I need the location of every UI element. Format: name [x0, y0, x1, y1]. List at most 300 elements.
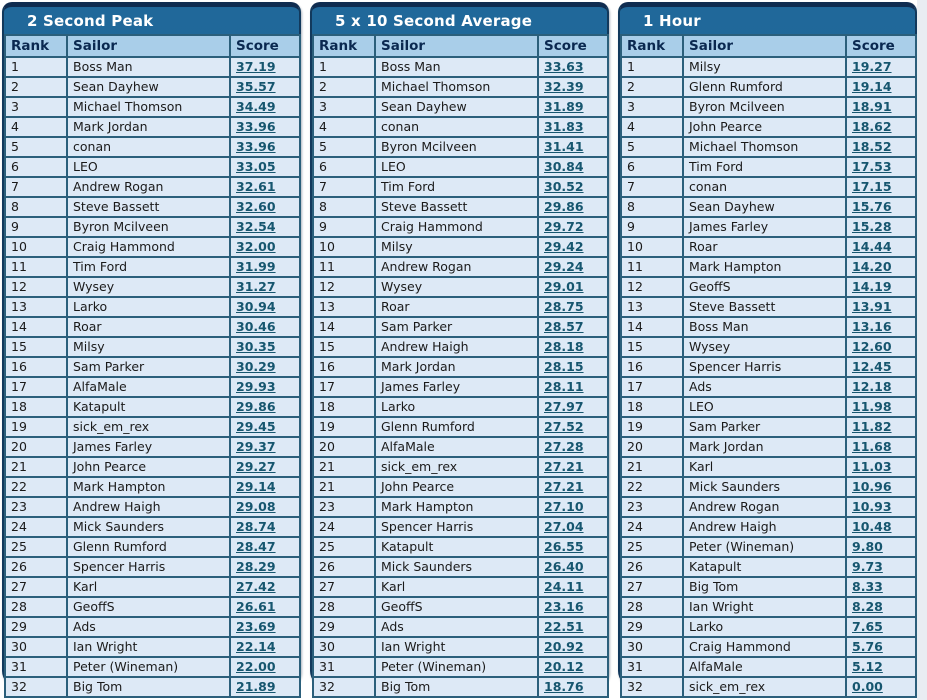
rank-cell: 8: [621, 197, 683, 217]
score-link[interactable]: 18.62: [852, 119, 892, 134]
rank-cell: 15: [621, 337, 683, 357]
table-row: [621, 97, 916, 117]
score-link[interactable]: 22.14: [236, 639, 276, 654]
rank-cell: 12: [313, 277, 375, 297]
sailor-cell: conan: [375, 117, 538, 137]
sailor-cell: sick_em_rex: [375, 457, 538, 477]
score-link[interactable]: 33.96: [236, 139, 276, 154]
score-link[interactable]: 29.08: [236, 499, 276, 514]
score-link[interactable]: 11.82: [852, 419, 892, 434]
sailor-cell: Boss Man: [683, 317, 846, 337]
rank-cell: 32: [621, 677, 683, 697]
table-row: [621, 357, 916, 377]
table-row: [313, 437, 608, 457]
score-link[interactable]: 28.11: [544, 379, 584, 394]
score-cell: [230, 297, 300, 317]
sailor-cell: Boss Man: [375, 57, 538, 77]
score-cell: [230, 657, 300, 677]
table-row: [621, 437, 916, 457]
sailor-cell: Ian Wright: [683, 597, 846, 617]
table-row: [621, 297, 916, 317]
score-link[interactable]: 31.27: [236, 279, 276, 294]
score-link[interactable]: 28.15: [544, 359, 584, 374]
rank-column-header: Rank: [5, 35, 67, 57]
rank-cell: 20: [621, 437, 683, 457]
header-row: [313, 35, 608, 57]
table-row: [621, 457, 916, 477]
score-link[interactable]: 10.93: [852, 499, 892, 514]
table-row: [313, 77, 608, 97]
sailor-cell: sick_em_rex: [67, 417, 230, 437]
score-column-header: Score: [538, 35, 608, 57]
score-link[interactable]: 27.52: [544, 419, 584, 434]
score-cell: [538, 257, 608, 277]
score-link[interactable]: 9.80: [852, 539, 883, 554]
score-link[interactable]: 19.14: [852, 79, 892, 94]
table-row: [313, 137, 608, 157]
score-link[interactable]: 7.65: [852, 619, 883, 634]
rank-cell: 9: [5, 217, 67, 237]
score-link[interactable]: 32.39: [544, 79, 584, 94]
score-link[interactable]: 29.14: [236, 479, 276, 494]
score-cell: [538, 277, 608, 297]
sailor-cell: James Farley: [67, 437, 230, 457]
score-link[interactable]: 29.72: [544, 219, 584, 234]
rank-cell: 17: [313, 377, 375, 397]
sailor-cell: Peter (Wineman): [375, 657, 538, 677]
score-cell: [846, 297, 916, 317]
score-link[interactable]: 21.89: [236, 679, 276, 694]
panel-title: 2 Second Peak: [27, 12, 154, 30]
score-link[interactable]: 11.98: [852, 399, 892, 414]
rank-cell: 21: [621, 457, 683, 477]
rank-cell: 22: [5, 477, 67, 497]
rank-cell: 14: [5, 317, 67, 337]
score-link[interactable]: 29.24: [544, 259, 584, 274]
sailor-cell: Glenn Rumford: [375, 417, 538, 437]
score-cell: [538, 617, 608, 637]
score-cell: [538, 97, 608, 117]
table-row: [621, 137, 916, 157]
score-link[interactable]: 11.68: [852, 439, 892, 454]
score-link[interactable]: 28.47: [236, 539, 276, 554]
rank-cell: 10: [621, 237, 683, 257]
score-link[interactable]: 28.29: [236, 559, 276, 574]
table-row: [621, 577, 916, 597]
score-cell: [846, 137, 916, 157]
score-link[interactable]: 14.20: [852, 259, 892, 274]
score-column-header: Score: [230, 35, 300, 57]
sailor-cell: John Pearce: [67, 457, 230, 477]
table-row: [5, 617, 300, 637]
score-link[interactable]: 13.91: [852, 299, 892, 314]
table-row: [5, 637, 300, 657]
score-link[interactable]: 5.76: [852, 639, 883, 654]
rank-cell: 17: [5, 377, 67, 397]
sailor-cell: Sean Dayhew: [683, 197, 846, 217]
score-link[interactable]: 34.49: [236, 99, 276, 114]
sailor-cell: GeoffS: [683, 277, 846, 297]
score-cell: [538, 657, 608, 677]
score-cell: [538, 377, 608, 397]
sailor-cell: Craig Hammond: [375, 217, 538, 237]
sailor-cell: John Pearce: [375, 477, 538, 497]
score-cell: [230, 637, 300, 657]
score-link[interactable]: 5.12: [852, 659, 883, 674]
score-cell: [846, 277, 916, 297]
sailor-cell: Mark Hampton: [375, 497, 538, 517]
rank-cell: 23: [313, 497, 375, 517]
score-link[interactable]: 28.18: [544, 339, 584, 354]
sailor-cell: Big Tom: [375, 677, 538, 697]
score-cell: [846, 257, 916, 277]
rank-cell: 8: [313, 197, 375, 217]
sailor-cell: AlfaMale: [67, 377, 230, 397]
rank-cell: 6: [5, 157, 67, 177]
score-link[interactable]: 10.96: [852, 479, 892, 494]
panel-title: 5 x 10 Second Average: [335, 12, 533, 30]
score-link[interactable]: 31.89: [544, 99, 584, 114]
table-row: [313, 517, 608, 537]
sailor-cell: Milsy: [67, 337, 230, 357]
table-row: [5, 57, 300, 77]
score-link[interactable]: 32.61: [236, 179, 276, 194]
sailor-cell: James Farley: [683, 217, 846, 237]
header-row: [5, 35, 300, 57]
score-cell: [846, 197, 916, 217]
score-link[interactable]: 29.86: [236, 399, 276, 414]
rank-cell: 5: [5, 137, 67, 157]
rank-cell: 25: [5, 537, 67, 557]
table-row: [5, 157, 300, 177]
score-link[interactable]: 22.00: [236, 659, 276, 674]
score-cell: [846, 157, 916, 177]
score-link[interactable]: 37.19: [236, 59, 276, 74]
score-cell: [846, 497, 916, 517]
score-link[interactable]: 10.48: [852, 519, 892, 534]
table-row: [313, 217, 608, 237]
rank-cell: 9: [313, 217, 375, 237]
table-row: [621, 57, 916, 77]
score-link[interactable]: 27.28: [544, 439, 584, 454]
table-row: [5, 97, 300, 117]
table-row: [5, 197, 300, 217]
score-cell: [538, 477, 608, 497]
sailor-cell: Sean Dayhew: [375, 97, 538, 117]
score-link[interactable]: 30.35: [236, 339, 276, 354]
table-row: [313, 377, 608, 397]
score-link[interactable]: 29.93: [236, 379, 276, 394]
sailor-cell: Larko: [683, 617, 846, 637]
rank-cell: 13: [5, 297, 67, 317]
score-link[interactable]: 11.03: [852, 459, 892, 474]
score-link[interactable]: 8.33: [852, 579, 883, 594]
table-row: [313, 357, 608, 377]
sailor-column-header: Sailor: [67, 35, 230, 57]
score-cell: [230, 437, 300, 457]
score-link[interactable]: 28.57: [544, 319, 584, 334]
score-link[interactable]: 13.16: [852, 319, 892, 334]
score-link[interactable]: 29.42: [544, 239, 584, 254]
score-link[interactable]: 12.18: [852, 379, 892, 394]
score-cell: [230, 117, 300, 137]
score-link[interactable]: 26.61: [236, 599, 276, 614]
score-cell: [538, 577, 608, 597]
score-link[interactable]: 33.63: [544, 59, 584, 74]
score-cell: [538, 57, 608, 77]
score-link[interactable]: 33.05: [236, 159, 276, 174]
score-link[interactable]: 17.15: [852, 179, 892, 194]
score-cell: [538, 417, 608, 437]
score-link[interactable]: 12.60: [852, 339, 892, 354]
score-link[interactable]: 27.42: [236, 579, 276, 594]
score-cell: [538, 337, 608, 357]
score-link[interactable]: 20.92: [544, 639, 584, 654]
rank-cell: 32: [5, 677, 67, 697]
score-link[interactable]: 29.37: [236, 439, 276, 454]
sailor-column-header: Sailor: [683, 35, 846, 57]
rank-cell: 28: [5, 597, 67, 617]
sailor-cell: Spencer Harris: [375, 517, 538, 537]
sailor-cell: Andrew Rogan: [375, 257, 538, 277]
score-link[interactable]: 8.28: [852, 599, 883, 614]
score-link[interactable]: 31.41: [544, 139, 584, 154]
sailor-cell: Tim Ford: [683, 157, 846, 177]
table-row: [313, 617, 608, 637]
rank-cell: 15: [5, 337, 67, 357]
table-row: [313, 317, 608, 337]
rank-cell: 6: [621, 157, 683, 177]
score-link[interactable]: 31.83: [544, 119, 584, 134]
panel-2-second-peak: [2, 2, 301, 694]
score-link[interactable]: 15.28: [852, 219, 892, 234]
table-row: [5, 497, 300, 517]
rank-cell: 27: [313, 577, 375, 597]
table-row: [313, 197, 608, 217]
sailor-cell: Byron Mcilveen: [67, 217, 230, 237]
sailor-cell: Craig Hammond: [683, 637, 846, 657]
sailor-cell: Wysey: [375, 277, 538, 297]
score-link[interactable]: 28.74: [236, 519, 276, 534]
score-link[interactable]: 33.96: [236, 119, 276, 134]
rank-cell: 29: [5, 617, 67, 637]
score-link[interactable]: 14.19: [852, 279, 892, 294]
rank-cell: 16: [5, 357, 67, 377]
score-link[interactable]: 26.40: [544, 559, 584, 574]
sailor-cell: Mick Saunders: [67, 517, 230, 537]
score-link[interactable]: 27.97: [544, 399, 584, 414]
sailor-cell: Byron Mcilveen: [375, 137, 538, 157]
table-row: [313, 457, 608, 477]
table-row: [621, 417, 916, 437]
score-link[interactable]: 14.44: [852, 239, 892, 254]
score-cell: [538, 457, 608, 477]
table-row: [621, 617, 916, 637]
rank-cell: 18: [313, 397, 375, 417]
score-cell: [846, 657, 916, 677]
sailor-cell: Big Tom: [67, 677, 230, 697]
rank-cell: 2: [313, 77, 375, 97]
score-link[interactable]: 32.00: [236, 239, 276, 254]
sailor-cell: conan: [683, 177, 846, 197]
table-row: [313, 497, 608, 517]
sailor-cell: LEO: [67, 157, 230, 177]
score-cell: [230, 57, 300, 77]
table-row: [621, 197, 916, 217]
score-link[interactable]: 26.55: [544, 539, 584, 554]
score-link[interactable]: 18.52: [852, 139, 892, 154]
score-link[interactable]: 22.51: [544, 619, 584, 634]
score-link[interactable]: 20.12: [544, 659, 584, 674]
score-link[interactable]: 19.27: [852, 59, 892, 74]
score-link[interactable]: 35.57: [236, 79, 276, 94]
score-cell: [846, 537, 916, 557]
table-row: [5, 237, 300, 257]
score-link[interactable]: 23.69: [236, 619, 276, 634]
rank-cell: 19: [5, 417, 67, 437]
rank-cell: 27: [5, 577, 67, 597]
rank-cell: 30: [621, 637, 683, 657]
score-link[interactable]: 15.76: [852, 199, 892, 214]
table-row: [313, 117, 608, 137]
score-link[interactable]: 12.45: [852, 359, 892, 374]
leaderboard-table: [312, 34, 609, 698]
table-row: [5, 677, 300, 697]
table-row: [621, 677, 916, 697]
sailor-cell: Ian Wright: [67, 637, 230, 657]
score-cell: [846, 617, 916, 637]
sailor-cell: Mark Jordan: [67, 117, 230, 137]
rank-cell: 31: [313, 657, 375, 677]
rank-cell: 24: [313, 517, 375, 537]
table-row: [5, 397, 300, 417]
table-row: [621, 537, 916, 557]
score-link[interactable]: 18.91: [852, 99, 892, 114]
score-link[interactable]: 30.46: [236, 319, 276, 334]
score-link[interactable]: 30.29: [236, 359, 276, 374]
rank-cell: 4: [313, 117, 375, 137]
score-cell: [230, 597, 300, 617]
score-cell: [230, 517, 300, 537]
table-row: [5, 297, 300, 317]
score-cell: [538, 557, 608, 577]
rank-cell: 12: [5, 277, 67, 297]
sailor-cell: Mark Jordan: [683, 437, 846, 457]
score-link[interactable]: 27.21: [544, 459, 584, 474]
score-link[interactable]: 0.00: [852, 679, 883, 694]
score-cell: [230, 397, 300, 417]
table-row: [621, 337, 916, 357]
sailor-cell: John Pearce: [683, 117, 846, 137]
rank-cell: 21: [313, 457, 375, 477]
score-link[interactable]: 30.94: [236, 299, 276, 314]
score-link[interactable]: 32.60: [236, 199, 276, 214]
score-cell: [846, 677, 916, 697]
table-row: [621, 377, 916, 397]
score-link[interactable]: 27.10: [544, 499, 584, 514]
score-link[interactable]: 32.54: [236, 219, 276, 234]
table-row: [621, 517, 916, 537]
score-link[interactable]: 18.76: [544, 679, 584, 694]
rank-cell: 17: [621, 377, 683, 397]
sailor-cell: Michael Thomson: [683, 137, 846, 157]
table-row: [5, 517, 300, 537]
rank-cell: 5: [313, 137, 375, 157]
score-cell: [846, 437, 916, 457]
score-link[interactable]: 30.84: [544, 159, 584, 174]
table-row: [313, 57, 608, 77]
sailor-cell: conan: [67, 137, 230, 157]
score-cell: [230, 277, 300, 297]
score-link[interactable]: 29.45: [236, 419, 276, 434]
table-row: [313, 637, 608, 657]
table-row: [621, 277, 916, 297]
table-row: [621, 497, 916, 517]
rank-cell: 28: [313, 597, 375, 617]
score-cell: [538, 637, 608, 657]
table-row: [5, 117, 300, 137]
score-link[interactable]: 29.86: [544, 199, 584, 214]
score-link[interactable]: 30.52: [544, 179, 584, 194]
rank-cell: 11: [5, 257, 67, 277]
score-cell: [538, 237, 608, 257]
sailor-cell: Karl: [67, 577, 230, 597]
rank-cell: 2: [621, 77, 683, 97]
table-row: [313, 677, 608, 697]
score-link[interactable]: 9.73: [852, 559, 883, 574]
score-link[interactable]: 27.04: [544, 519, 584, 534]
sailor-cell: Milsy: [375, 237, 538, 257]
sailor-column-header: Sailor: [375, 35, 538, 57]
table-row: [5, 457, 300, 477]
score-cell: [538, 177, 608, 197]
table-row: [5, 657, 300, 677]
rank-cell: 25: [621, 537, 683, 557]
score-link[interactable]: 27.21: [544, 479, 584, 494]
table-row: [5, 357, 300, 377]
sailor-cell: Karl: [683, 457, 846, 477]
sailor-cell: GeoffS: [375, 597, 538, 617]
score-cell: [230, 557, 300, 577]
score-cell: [846, 417, 916, 437]
score-link[interactable]: 28.75: [544, 299, 584, 314]
sailor-cell: Spencer Harris: [67, 557, 230, 577]
score-link[interactable]: 29.01: [544, 279, 584, 294]
score-cell: [230, 217, 300, 237]
sailor-cell: Roar: [683, 237, 846, 257]
score-link[interactable]: 24.11: [544, 579, 584, 594]
table-row: [5, 377, 300, 397]
sailor-cell: Byron Mcilveen: [683, 97, 846, 117]
score-cell: [538, 317, 608, 337]
score-link[interactable]: 23.16: [544, 599, 584, 614]
table-row: [313, 657, 608, 677]
score-cell: [538, 537, 608, 557]
score-link[interactable]: 29.27: [236, 459, 276, 474]
score-link[interactable]: 17.53: [852, 159, 892, 174]
table-row: [5, 317, 300, 337]
rank-cell: 14: [621, 317, 683, 337]
table-row: [313, 417, 608, 437]
score-cell: [230, 577, 300, 597]
sailor-cell: Ads: [67, 617, 230, 637]
score-link[interactable]: 31.99: [236, 259, 276, 274]
table-row: [5, 277, 300, 297]
score-cell: [846, 577, 916, 597]
score-cell: [538, 597, 608, 617]
score-cell: [230, 357, 300, 377]
rank-cell: 3: [621, 97, 683, 117]
